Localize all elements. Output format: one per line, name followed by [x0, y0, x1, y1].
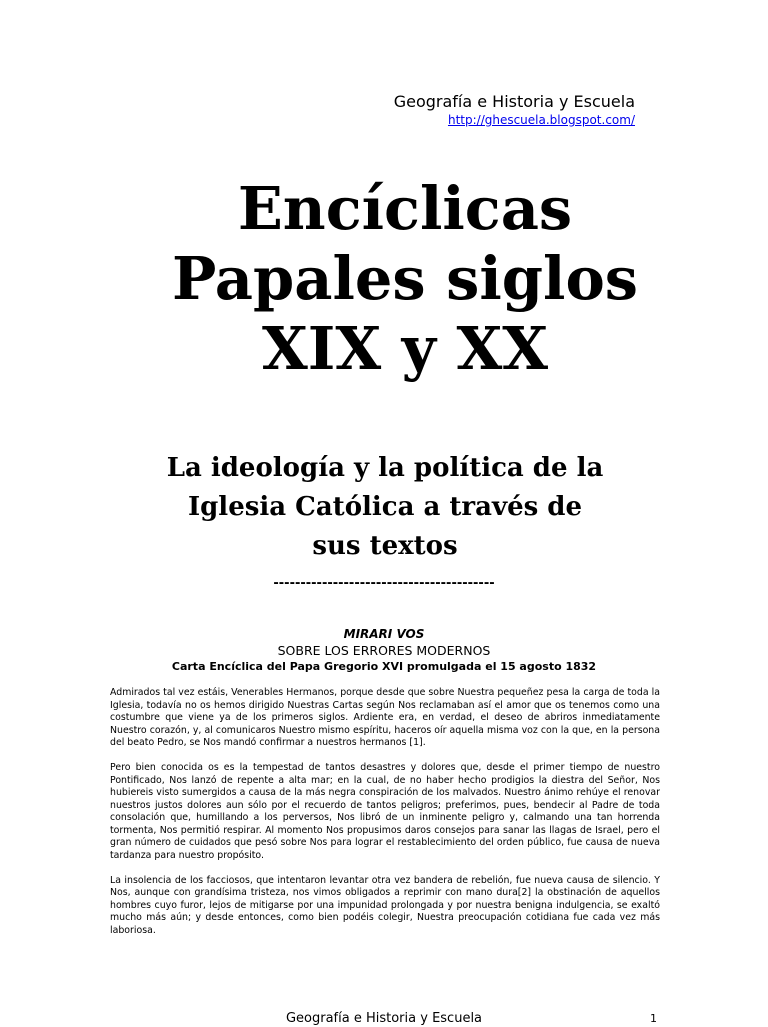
header-link[interactable]: http://ghescuela.blogspot.com/ [447, 113, 635, 127]
header-title: Geografía e Historia y Escuela [393, 92, 635, 111]
document-topic: SOBRE LOS ERRORES MODERNOS [277, 643, 491, 658]
body-text [110, 687, 660, 950]
main-title [110, 174, 700, 384]
main-title-line: Encíclicas [237, 174, 573, 243]
subtitle-line: La ideología y la política de la [166, 453, 604, 483]
document-name: MIRARI VOS [343, 627, 425, 641]
paragraph: Admirados tal vez estáis, Venerables Hermanos, porque desde que sobre Nuestra pequeñez pesa la carga de toda la Iglesia, todavía no os hemos dirigido Nuestras Cartas según Nos reclamaban así el amor que os tenemos como una costumbre que viene ya de los primeros siglos. Ardiente era, en verdad, el deseo de abriros inmediatamente Nuestro corazón, y, al comunicaros Nuestro mismo espíritu, haceros oír aquella misma voz con la que, en la persona del beato Pedro, se Nos mandó confirmar a nuestros hermanos [1]. [110, 687, 660, 748]
subtitle-line: sus textos [312, 531, 458, 561]
footer-title: Geografía e Historia y Escuela [285, 1011, 483, 1026]
paragraph: Pero bien conocida os es la tempestad de tantos desastres y dolores que, desde el primer tiempo de nuestro Pontificado, Nos lanzó de repente a alta mar; en la cual, de no haber hecho prodigios la diestra del Señor, Nos hubiereis visto sumergidos a causa de la más negra conspiración de los malvados. Nuestro ánimo rehúye el renovar nuestros justos dolores aun sólo por el recuerdo de tantos peligros; preferimos, pues, bendecir al Padre de toda consolación que, humillando a los perversos, Nos libró de un inminente peligro y, calmando una tan horrenda tormenta, Nos permitió respirar. Al momento Nos propusimos daros consejos para sanar las llagas de Israel, pero el gran número de cuidados que pesó sobre Nos para lograr el restablecimiento del orden público, fue causa de nueva tardanza para nuestro propósito. [110, 762, 660, 861]
separator-line: ----------------------------------------- [273, 576, 495, 591]
footer [0, 1011, 768, 1027]
main-title-line: Papales siglos [171, 244, 639, 313]
paragraph: La insolencia de los facciosos, que intentaron levantar otra vez bandera de rebelión, fue nueva causa de silencio. Y Nos, aunque con grandísima tristeza, nos vimos obligados a reprimir con mano dura[2] la obstinación de aquellos hombres cuyo furor, lejos de mitigarse por una impunidad prolongada y por nuestra benigna indulgencia, se exaltó mucho más aún; y desde entonces, como bien podéis colegir, Nuestra preocupación cotidiana fue cada vez más laboriosa. [110, 874, 660, 936]
document-heading [0, 626, 768, 675]
header [394, 92, 635, 128]
main-title-line: XIX y XX [261, 314, 549, 383]
document-subtitle: Carta Encíclica del Papa Gregorio XVI promulgada el 15 agosto 1832 [171, 660, 597, 673]
subtitle-line: Iglesia Católica a través de [187, 492, 583, 522]
page-number: 1 [650, 1012, 657, 1025]
subtitle [100, 449, 670, 566]
